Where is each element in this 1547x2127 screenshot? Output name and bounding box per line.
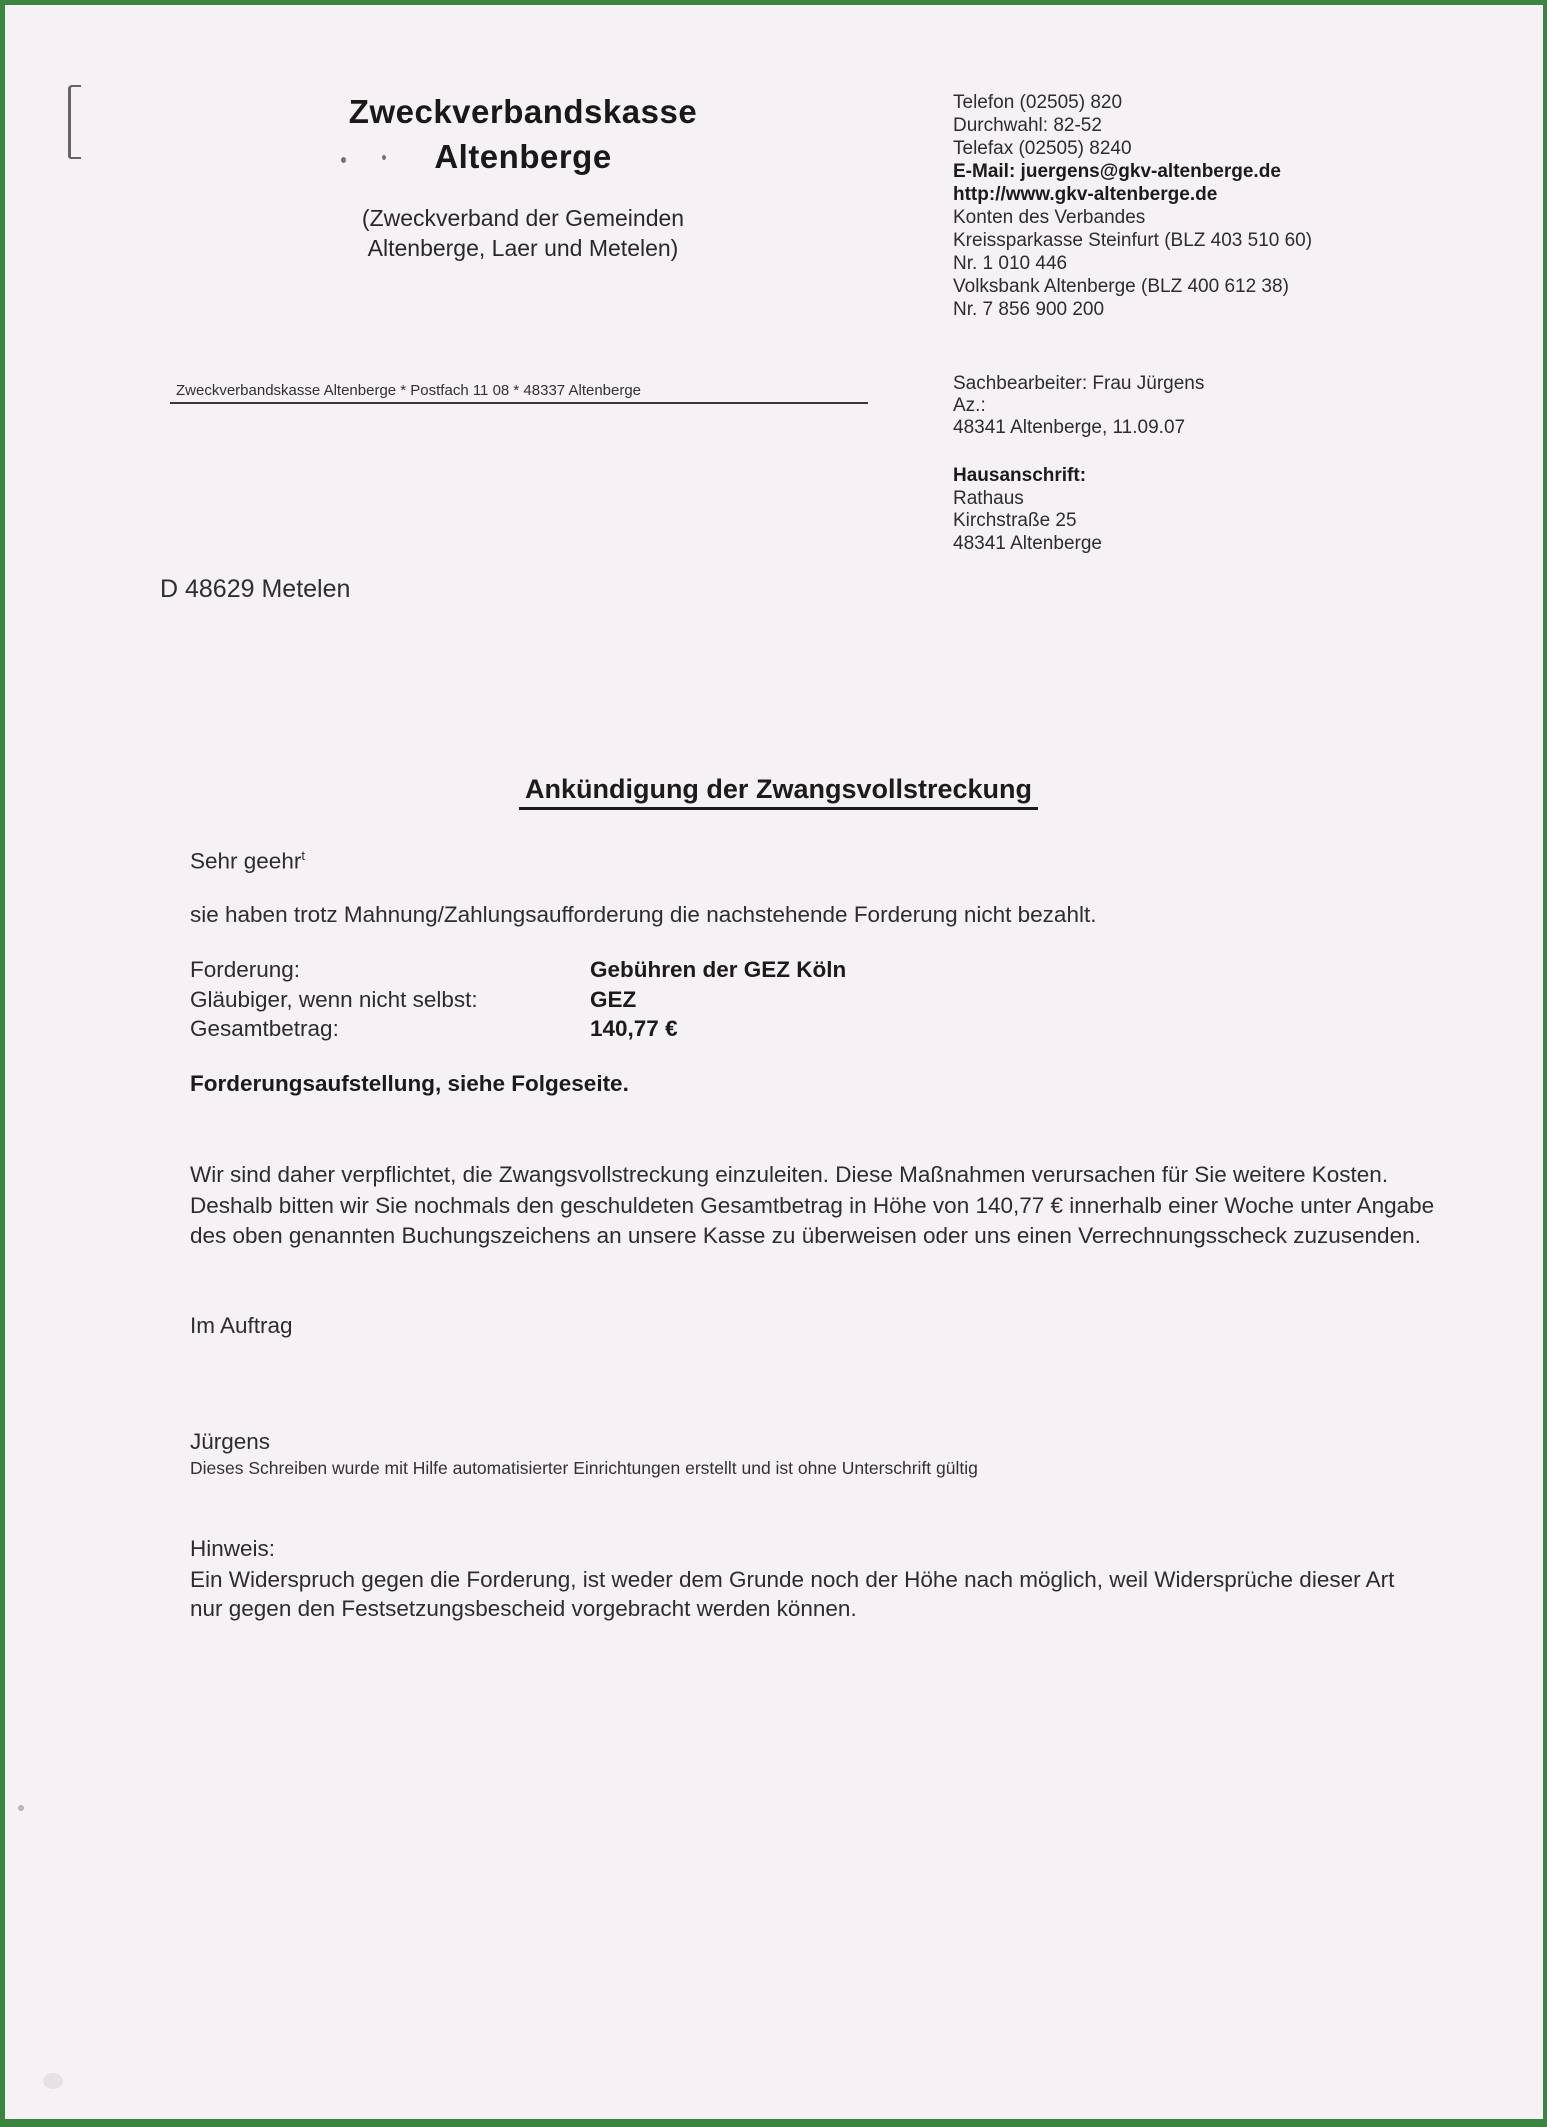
org-subtitle-line2: Altenberge, Laer und Metelen)	[367, 235, 679, 261]
org-name-line1: Zweckverbandskasse	[348, 93, 698, 130]
closing: Im Auftrag	[190, 1313, 293, 1338]
contact-website: http://www.gkv-altenberge.de	[953, 184, 1218, 205]
claim-label: Forderung:	[190, 957, 301, 982]
visiting-address-line1: Rathaus	[953, 487, 1024, 509]
clerk-name: Sachbearbeiter: Frau Jürgens	[953, 373, 1205, 394]
claim-row-glaeubiger	[190, 985, 1090, 1015]
contact-bank2-name: Volksbank Altenberge (BLZ 400 612 38)	[953, 276, 1289, 297]
claim-label: Gläubiger, wenn nicht selbst:	[190, 986, 478, 1012]
visiting-address-label: Hausanschrift:	[953, 465, 1087, 486]
claim-value: GEZ	[590, 986, 637, 1012]
claim-value: 140,77 €	[590, 1016, 678, 1041]
contact-bank1-name: Kreissparkasse Steinfurt (BLZ 403 510 60)	[953, 230, 1313, 251]
contact-durchwahl: Durchwahl: 82-52	[953, 115, 1102, 136]
place-date: 48341 Altenberge, 11.09.07	[953, 417, 1186, 438]
contact-konten-heading: Konten des Verbandes	[953, 207, 1146, 228]
claim-label: Gesamtbetrag:	[190, 1016, 339, 1041]
file-reference: Az.:	[953, 395, 986, 416]
visiting-address-line2: Kirchstraße 25	[953, 510, 1077, 531]
contact-bank2-nr: Nr. 7 856 900 200	[953, 299, 1105, 320]
salutation	[190, 848, 305, 875]
claim-value: Gebühren der GEZ Köln	[590, 957, 847, 982]
recipient-city: D 48629 Metelen	[160, 575, 351, 603]
body-paragraph: Wir sind daher verpflichtet, die Zwangsvollstreckung einzuleiten. Diese Maßnahmen verursachen für Sie weitere Kosten. Deshalb bitten wir Sie nochmals den geschuldeten Gesamtbetrag in Höhe von 140,77 € innerhalb einer Woche unter Angabe des oben genannten Buchungszeichens an unsere Kasse zu überweisen oder uns einen Verrechnungsscheck zuzusenden.	[190, 1162, 1435, 1248]
intro-sentence: sie haben trotz Mahnung/Zahlungsaufforderung die nachstehende Forderung nicht bezahlt.	[190, 902, 1097, 927]
clerk-block	[953, 373, 1383, 439]
org-name-line2: Altenberge	[434, 138, 612, 175]
contact-block	[953, 91, 1383, 321]
subject-heading	[145, 774, 1412, 805]
auto-generated-note: Dieses Schreiben wurde mit Hilfe automatisierter Einrichtungen erstellt und ist ohne Unterschrift gültig	[190, 1458, 978, 1478]
signature-name: Jürgens	[190, 1429, 271, 1454]
scan-artifact-dot	[18, 1805, 24, 1811]
visiting-address-line3: 48341 Altenberge	[953, 532, 1102, 554]
contact-telefon: Telefon (02505) 820	[953, 92, 1123, 113]
claim-row-gesamtbetrag	[190, 1014, 1090, 1044]
scan-bracket-mark	[68, 85, 81, 159]
contact-email: E-Mail: juergens@gkv-altenberge.de	[953, 161, 1281, 182]
hinweis-label: Hinweis:	[190, 1536, 276, 1561]
statement-note: Forderungsaufstellung, siehe Folgeseite.	[190, 1071, 629, 1096]
letterhead	[283, 89, 763, 263]
hinweis-text: Ein Widerspruch gegen die Forderung, ist weder dem Grunde noch der Höhe nach möglich, weil Widersprüche dieser Art nur gegen den Festsetzungsbescheid vorgebracht werden können.	[190, 1567, 1395, 1621]
org-subtitle	[283, 203, 763, 263]
scan-artifact-smudge	[43, 2073, 63, 2089]
visiting-address-block	[953, 465, 1383, 555]
contact-bank1-nr: Nr. 1 010 446	[953, 253, 1068, 274]
salutation-text: Sehr geehr	[190, 848, 302, 874]
subject-heading-text: Ankündigung der Zwangsvollstreckung	[519, 774, 1038, 810]
contact-telefax: Telefax (02505) 8240	[953, 138, 1132, 159]
salutation-cutoff-mark: t	[301, 848, 305, 863]
claim-row-forderung	[190, 955, 1090, 985]
org-subtitle-line1: (Zweckverband der Gemeinden	[361, 205, 685, 231]
sender-window-line: Zweckverbandskasse Altenberge * Postfach 11 08 * 48337 Altenberge	[170, 382, 868, 404]
claim-table	[190, 955, 1090, 1044]
